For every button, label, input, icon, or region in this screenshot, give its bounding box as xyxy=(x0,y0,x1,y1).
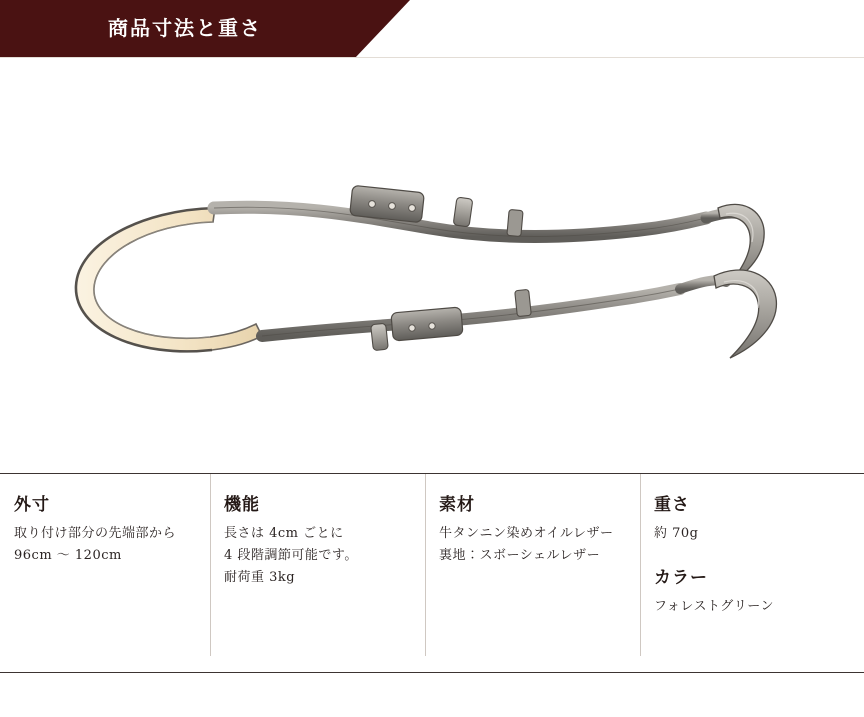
spec-table xyxy=(0,473,864,674)
spec-line: 耐荷重 3kg xyxy=(224,570,296,585)
spec-line: 4 段階調節可能です。 xyxy=(224,548,358,563)
spec-heading-function: 機能 xyxy=(224,495,260,515)
snap-hook-lower xyxy=(680,270,776,358)
bottom-divider xyxy=(0,672,864,673)
page-title: 商品寸法と重さ xyxy=(108,16,262,40)
spec-column-weight-color xyxy=(640,474,864,674)
spec-line: 96cm 〜 120cm xyxy=(14,548,122,563)
spec-heading-color: カラー xyxy=(654,568,708,588)
buckle-lower xyxy=(371,307,463,351)
shoulder-pad-loop xyxy=(76,208,262,351)
spec-line: フォレストグリーン xyxy=(654,599,774,614)
spec-line: 裏地：スボーシェルレザー xyxy=(439,548,601,563)
column-divider xyxy=(640,474,641,656)
product-image xyxy=(0,58,864,473)
shoulder-strap-illustration xyxy=(0,58,864,473)
spec-column-function xyxy=(210,474,425,674)
spec-heading-dimensions: 外寸 xyxy=(14,495,50,515)
spec-column-dimensions xyxy=(0,474,210,674)
keeper-loop-lower xyxy=(515,289,532,316)
lower-strap xyxy=(262,289,680,336)
spec-line: 牛タンニン染めオイルレザー xyxy=(439,526,614,541)
column-divider xyxy=(425,474,426,656)
spec-line: 長さは 4cm ごとに xyxy=(224,526,344,541)
spec-heading-weight: 重さ xyxy=(654,495,690,515)
column-divider xyxy=(210,474,211,656)
spec-line: 取り付け部分の先端部から xyxy=(14,526,177,541)
keeper-loop-upper xyxy=(507,209,523,236)
header-banner-area xyxy=(0,0,864,58)
spec-line: 約 70g xyxy=(654,526,699,541)
spec-column-material xyxy=(425,474,640,674)
spec-heading-material: 素材 xyxy=(439,495,475,515)
